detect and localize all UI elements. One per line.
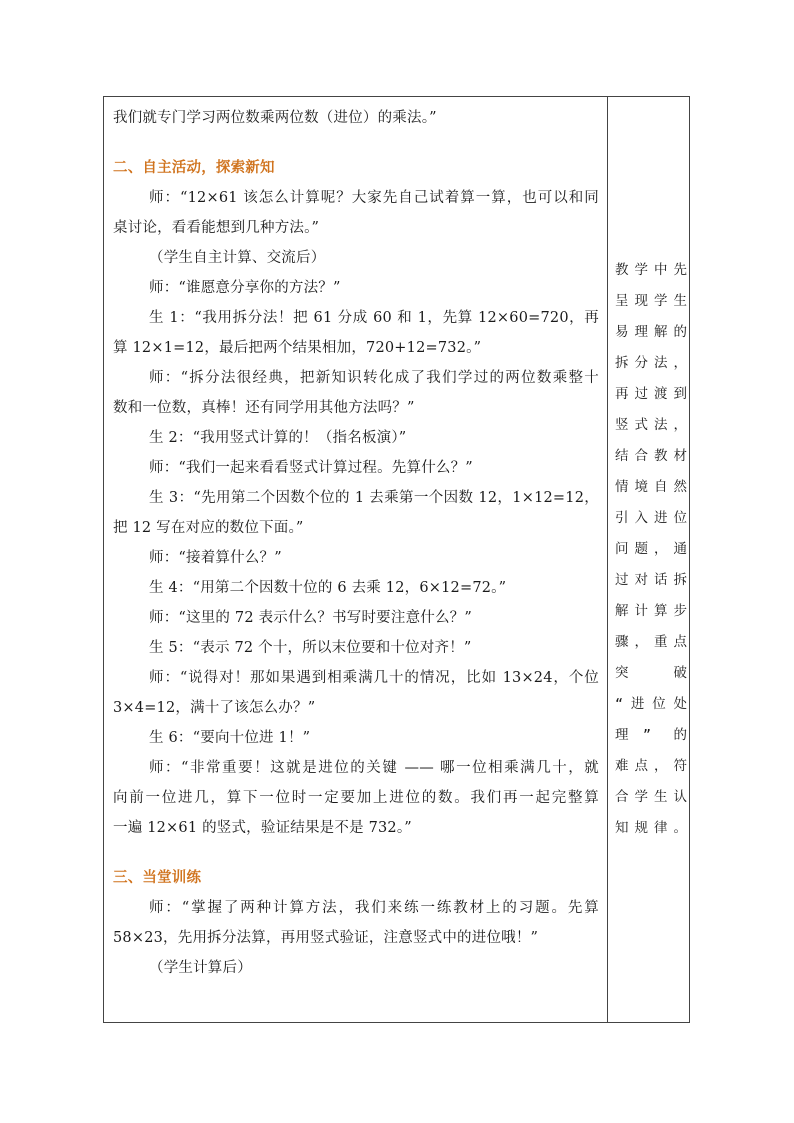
note-line: 竖式法， — [615, 417, 687, 433]
lesson-content-column — [113, 103, 599, 983]
text-line: 师：“谁愿意分享你的方法？” — [149, 280, 341, 296]
text-line: 生 3：“先用第二个因数个位的 1 去乘第一个因数 12，1×12=12， — [149, 490, 599, 506]
note-line: 问题，通 — [615, 541, 687, 557]
text-line: 算 12×1=12，最后把两个结果相加，720+12=732。” — [113, 340, 482, 356]
section-heading: 三、当堂训练 — [113, 869, 202, 886]
design-notes-column — [615, 255, 687, 844]
note-line: 解计算步 — [615, 603, 687, 619]
blank-line — [113, 843, 599, 863]
note-line: 情境自然 — [615, 479, 687, 495]
note-line: 易理解的 — [615, 324, 687, 340]
text-line: 生 4：“用第二个因数十位的 6 去乘 12，6×12=72。” — [149, 580, 507, 596]
text-line: 一遍 12×61 的竖式，验证结果是不是 732。” — [113, 820, 412, 836]
note-line: 引入进位 — [615, 510, 687, 526]
text-line: 生 6：“要向十位进 1！” — [149, 730, 311, 746]
note-line: 教学中先 — [615, 262, 687, 278]
text-line: 3×4=12，满十了该怎么办？” — [113, 700, 316, 716]
text-line: 师：“非常重要！这就是进位的关键 —— 哪一位相乘满几十，就 — [149, 760, 599, 776]
note-line: 知规律。 — [615, 820, 687, 836]
note-line: 再过渡到 — [615, 386, 687, 402]
lesson-plan-table — [103, 96, 690, 1023]
note-line: 呈现学生 — [615, 293, 687, 309]
column-divider — [607, 97, 608, 1022]
note-line: 骤，重点 — [615, 634, 687, 650]
text-line: 生 2：“我用竖式计算的！（指名板演）” — [149, 430, 407, 446]
note-line: 过对话拆 — [615, 572, 687, 588]
text-line: 师：“我们一起来看看竖式计算过程。先算什么？” — [149, 460, 473, 476]
text-line: 我们就专门学习两位数乘两位数（进位）的乘法。” — [113, 110, 437, 126]
text-line: 师：“这里的 72 表示什么？书写时要注意什么？” — [149, 610, 472, 626]
text-line: 生 1：“我用拆分法！把 61 分成 60 和 1，先算 12×60=720，再 — [149, 310, 599, 326]
text-line: 向前一位进几，算下一位时一定要加上进位的数。我们再一起完整算 — [113, 790, 599, 806]
text-line: 数和一位数，真棒！还有同学用其他方法吗？” — [113, 400, 415, 416]
text-line: 生 5：“表示 72 个十，所以末位要和十位对齐！” — [149, 640, 472, 656]
text-line: （学生自主计算、交流后） — [149, 250, 326, 266]
note-line: 合学生认 — [615, 789, 687, 805]
text-line: 58×23，先用拆分法算，再用竖式验证，注意竖式中的进位哦！” — [113, 930, 539, 946]
text-line: 师：“说得对！那如果遇到相乘满几十的情况，比如 13×24，个位 — [149, 670, 599, 686]
section-heading: 二、自主活动，探索新知 — [113, 159, 275, 176]
text-line: （学生计算后） — [149, 960, 252, 976]
text-line: 桌讨论，看看能想到几种方法。” — [113, 220, 320, 236]
note-line: 理” 的 — [615, 727, 687, 743]
note-line: “进位处 — [615, 696, 687, 712]
note-line: 难点，符 — [615, 758, 687, 774]
text-line: 师：“12×61 该怎么计算呢？大家先自己试着算一算，也可以和同 — [149, 190, 599, 206]
note-line: 拆分法， — [615, 355, 687, 371]
text-line: 把 12 写在对应的数位下面。” — [113, 520, 304, 536]
note-line: 结合教材 — [615, 448, 687, 464]
note-line: 突 破 — [615, 665, 687, 681]
text-line: 师：“接着算什么？” — [149, 550, 282, 566]
text-line: 师：“拆分法很经典，把新知识转化成了我们学过的两位数乘整十 — [149, 370, 599, 386]
text-line: 师：“掌握了两种计算方法，我们来练一练教材上的习题。先算 — [149, 900, 599, 916]
blank-line — [113, 133, 599, 153]
